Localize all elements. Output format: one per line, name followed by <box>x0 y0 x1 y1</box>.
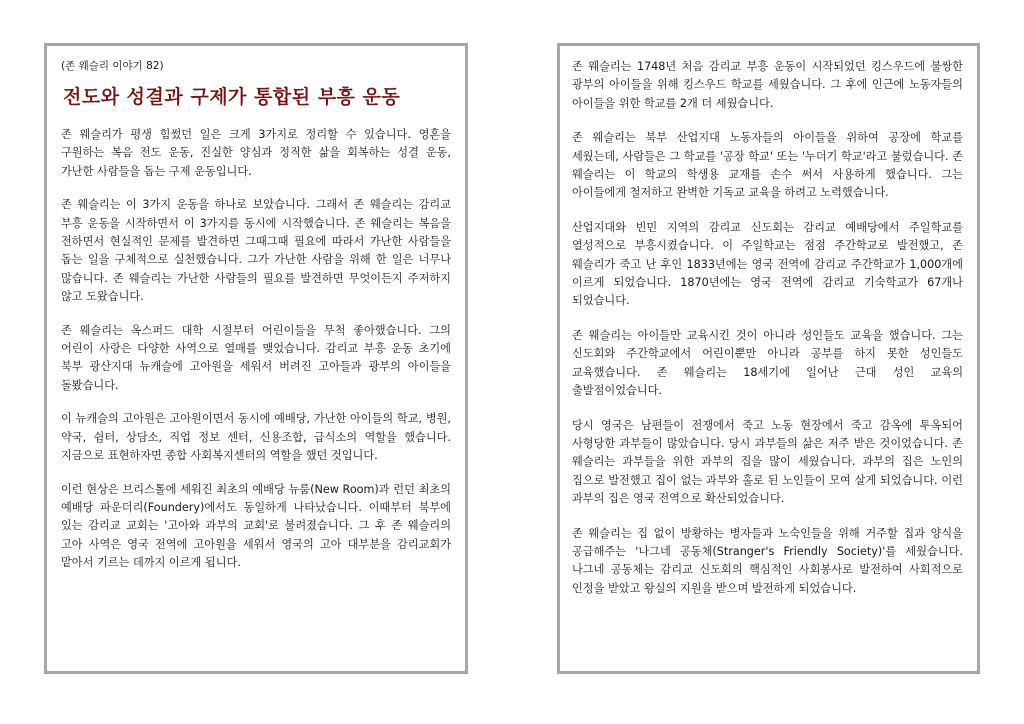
paragraph: 존 웨슬리는 아이들만 교육시킨 것이 아니라 성인들도 교육을 했습니다. 그는 신도회와 주간학교에서 어린이뿐만 아니라 공부를 하지 못한 성인들도 교육했습니다. 존 웨슬리는 18세기에 일어난 근대 성인 교육의 출발점이었습니다. <box>572 328 963 398</box>
left-page <box>44 43 468 674</box>
paragraph: 존 웨슬리는 집 없이 방황하는 병자들과 노숙인들을 위해 거주할 집과 양식을 공급해주는 '나그네 공동체(Stranger's Friendly Society)'를 세웠습니다. 나그네 공동체는 감리교 신도회의 핵심적인 사회봉사로 발전하여 사회적으로 인정을 받았고 왕실의 지원을 받으며 발전하게 되었습니다. <box>572 526 963 595</box>
series-label: (존 웨슬리 이야기 82) <box>61 60 164 72</box>
paragraph: 이런 현상은 브리스톨에 세워진 최초의 예배당 뉴룸(New Room)과 런던 최초의 예배당 파운더리(Foundery)에서도 동일하게 나타났습니다. 이때부터 북부에 있는 감리교 교회는 '고아와 과부의 교회'로 불려졌습니다. 그 후 존 웨슬리의 고아 사역은 영국 전역에 고아원을 세워서 영국의 고아 대부분을 감리교회가 맡아서 기르는 데까지 이르게 됩니다. <box>61 482 451 570</box>
paragraph: 존 웨슬리는 이 3가지 운동을 하나로 보았습니다. 그래서 존 웨슬리는 감리교 부흥 운동을 시작하면서 이 3가지를 동시에 시작했습니다. 존 웨슬리는 복음을 전하면서 현실적인 문제를 발견하면 그때그때 필요에 따라서 가난한 사람들을 돕는 일을 구체적으로 실천했습니다. 그가 가난한 사람을 위해 한 일은 너무나 많습니다. 존 웨슬리는 가난한 사람들의 필요를 발견하면 무엇이든지 주저하지 않고 도왔습니다. <box>61 198 451 304</box>
paragraph: 존 웨슬리는 옥스퍼드 대학 시절부터 어린이들을 무척 좋아했습니다. 그의 어린이 사랑은 다양한 사역으로 열매를 맺었습니다. 감리교 부흥 운동 초기에 북부 광산지대 뉴캐슬에 고아원을 세워서 버려진 고아들과 광부의 아이들을 돌봤습니다. <box>61 323 451 392</box>
paragraph: 존 웨슬리가 평생 힘썼던 일은 크게 3가지로 정리할 수 있습니다. 영혼을 구원하는 복음 전도 운동, 진실한 양심과 정직한 삶을 회복하는 성결 운동, 가난한 사람들을 돕는 구제 운동입니다. <box>61 128 451 178</box>
right-page <box>557 43 980 674</box>
page-title: 전도와 성결과 구제가 통합된 부흥 운동 <box>63 86 401 108</box>
paragraph: 존 웨슬리는 북부 산업지대 노동자들의 아이들을 위하여 공장에 학교를 세웠는데, 사람들은 그 학교를 '공장 학교' 또는 '누더기 학교'라고 불렀습니다. 존 웨슬리는 이 학교의 학생용 교재를 손수 써서 사용하게 했습니다. 그는 아이들에게 철저하고 완벽한 기독교 교육을 하려고 노력했습니다. <box>572 131 963 200</box>
paragraph: 존 웨슬리는 1748년 처음 감리교 부흥 운동이 시작되었던 킹스우드에 불쌍한 광부의 아이들을 위해 킹스우드 학교를 세웠습니다. 그 후에 인근에 노동자들의 아이들을 위한 학교를 2개 더 세웠습니다. <box>572 60 963 110</box>
paragraph: 이 뉴캐슬의 고아원은 고아원이면서 동시에 예배당, 가난한 아이들의 학교, 병원, 약국, 쉼터, 상담소, 직업 정보 센터, 신용조합, 급식소의 역할을 했습니다. 지금으로 표현하자면 종합 사회복지센터의 역할을 했던 것입니다. <box>61 412 451 463</box>
paragraph: 당시 영국은 남편들이 전쟁에서 죽고 노동 현장에서 죽고 감옥에 투옥되어 사형당한 과부들이 많았습니다. 당시 과부들의 삶은 저주 받은 것이었습니다. 존 웨슬리는 과부들을 위한 과부의 집을 많이 세웠습니다. 과부의 집은 노인의 집으로 발전했고 집이 없는 과부와 홀로 된 노인들이 모여 살게 되었습니다. 이런 과부의 집은 영국 전역으로 확산되었습니다. <box>572 418 963 506</box>
paragraph: 산업지대와 빈민 지역의 감리교 신도회는 감리교 예배당에서 주일학교를 열성적으로 부흥시켰습니다. 이 주일학교는 점점 주간학교로 발전했고, 존 웨슬리가 죽고 난 후인 1833년에는 영국 전역에 감리교 주간학교가 1,000개에 이르게 되었습니다. 1870년에는 영국 전역에 감리교 기숙학교가 67개나 되었습니다. <box>572 220 963 308</box>
